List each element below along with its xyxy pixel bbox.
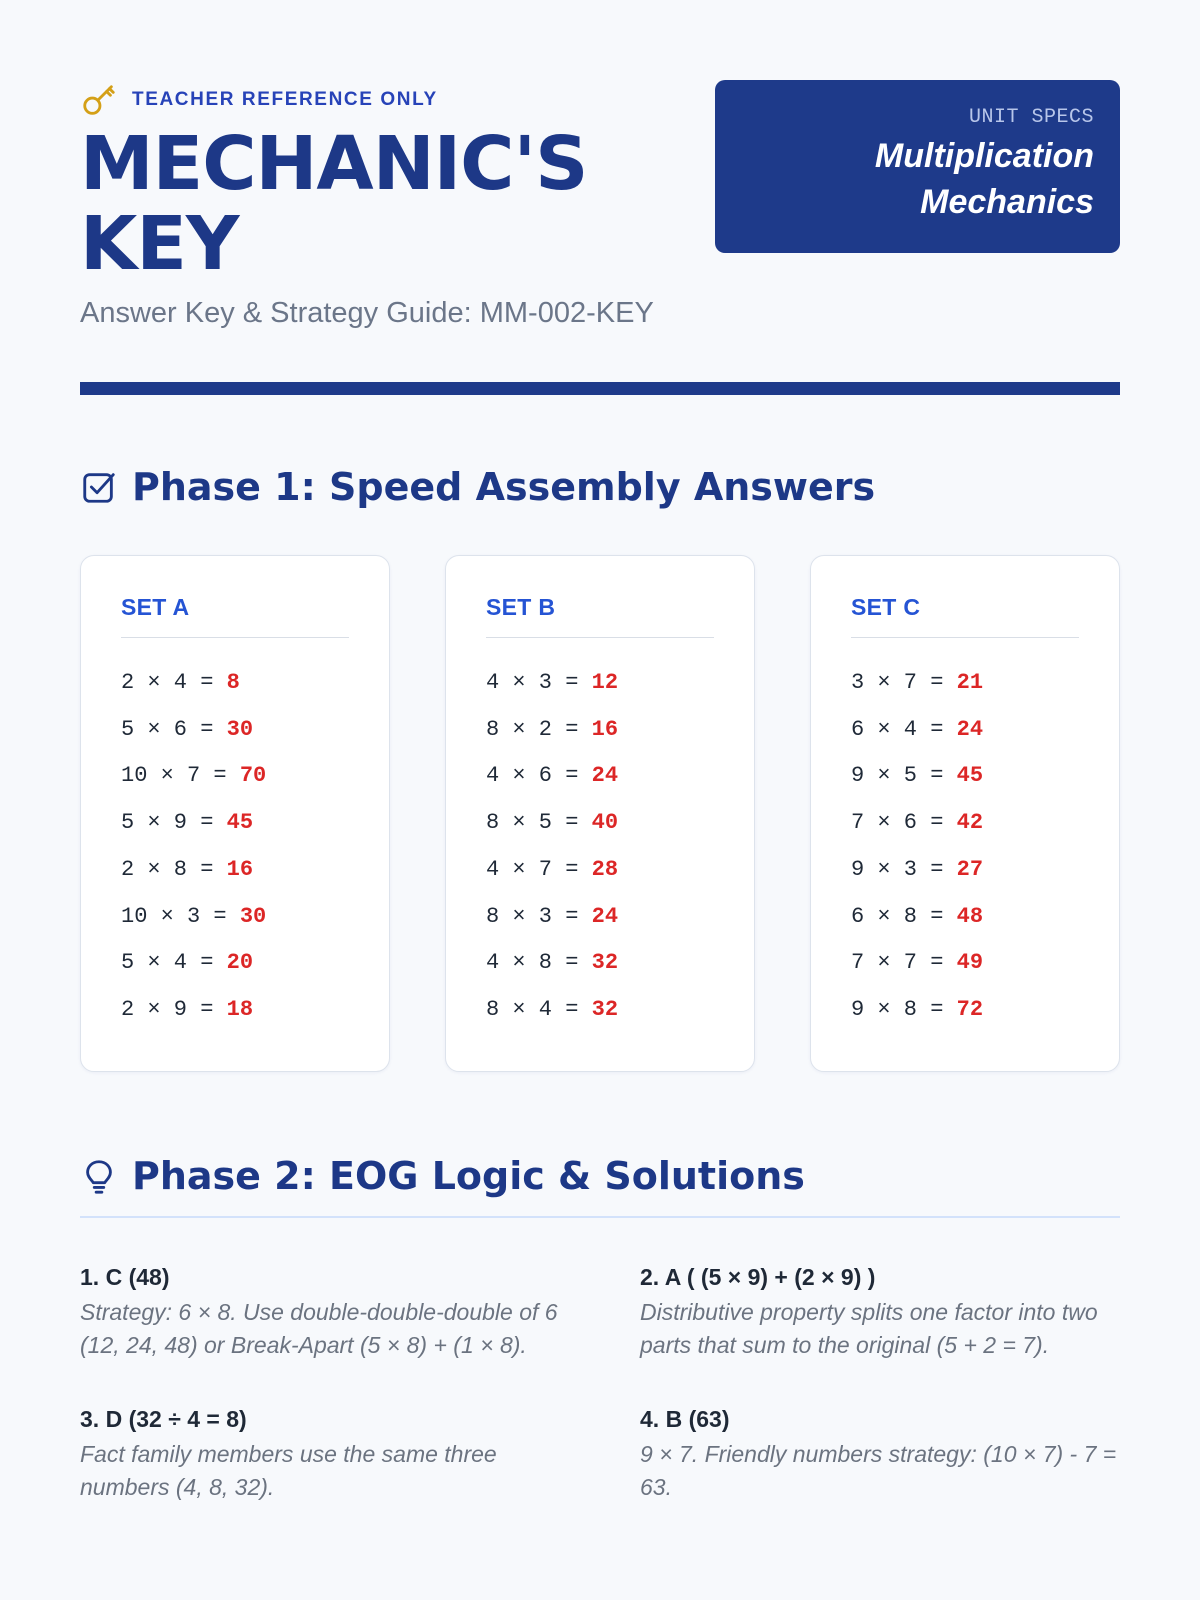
equation: 7 × 7 = 49 [851, 950, 984, 976]
equation: 8 × 2 = 16 [486, 716, 619, 742]
answer-sets [80, 555, 1120, 1072]
phase1-heading-text: Phase 1: Speed Assembly Answers [132, 465, 876, 509]
equation: 5 × 6 = 30 [121, 716, 254, 742]
eyebrow [80, 80, 680, 120]
solution-answer: 1. C (48) [80, 1264, 170, 1290]
equation-list [486, 660, 714, 1034]
equation: 2 × 9 = 18 [121, 996, 254, 1022]
equation: 8 × 4 = 32 [486, 996, 619, 1022]
unit-specs-value [735, 133, 1094, 225]
solution-answer: 4. B (63) [640, 1406, 730, 1432]
set-card-a [80, 555, 390, 1072]
unit-specs-line-1: Multiplication [874, 137, 1094, 175]
equation: 4 × 7 = 28 [486, 856, 619, 882]
equation: 6 × 4 = 24 [851, 716, 984, 742]
solution-item-2 [640, 1262, 1120, 1362]
set-title: SET C [851, 594, 1079, 638]
header [80, 80, 1120, 336]
solution-item-4 [640, 1404, 1120, 1504]
solution-strategy: Distributive property splits one factor into two parts that sum to the original (5 + 2 = 7). [640, 1299, 1098, 1358]
page-subtitle: Answer Key & Strategy Guide: MM-002-KEY [80, 297, 654, 329]
solution-answer: 2. A ( (5 × 9) + (2 × 9) ) [640, 1264, 876, 1290]
equation: 6 × 8 = 48 [851, 903, 984, 929]
equation-list [121, 660, 349, 1034]
phase2-divider [80, 1216, 1120, 1218]
eyebrow-label: TEACHER REFERENCE ONLY [132, 89, 438, 110]
unit-specs-line-2: Mechanics [920, 183, 1094, 221]
header-divider [80, 382, 1120, 395]
solution-strategy: Fact family members use the same three numbers (4, 8, 32). [80, 1441, 497, 1500]
solution-strategy: Strategy: 6 × 8. Use double-double-double of 6 (12, 24, 48) or Break-Apart (5 × 8) + (1 × 8). [80, 1299, 558, 1358]
header-left [80, 80, 680, 336]
page-title [80, 121, 680, 287]
equation: 2 × 4 = 8 [121, 670, 240, 695]
solutions-grid [80, 1262, 1120, 1504]
phase2-heading [80, 1154, 1120, 1198]
solution-strategy: 9 × 7. Friendly numbers strategy: (10 × 7) - 7 = 63. [640, 1441, 1117, 1500]
equation: 3 × 7 = 21 [851, 670, 984, 695]
unit-specs-label: UNIT SPECS [968, 106, 1094, 129]
solution-answer: 3. D (32 ÷ 4 = 8) [80, 1406, 247, 1432]
solution-item-3 [80, 1404, 560, 1504]
equation: 5 × 9 = 45 [121, 810, 254, 836]
lightbulb-icon [80, 1157, 118, 1195]
set-title: SET A [121, 594, 349, 638]
phase2-heading-text: Phase 2: EOG Logic & Solutions [132, 1154, 805, 1198]
equation: 8 × 5 = 40 [486, 810, 619, 836]
equation: 4 × 6 = 24 [486, 763, 619, 789]
key-icon [80, 81, 118, 119]
equation: 4 × 8 = 32 [486, 950, 619, 976]
solution-item-1 [80, 1262, 560, 1362]
equation: 10 × 3 = 30 [121, 903, 267, 929]
equation-list [851, 660, 1079, 1034]
equation: 9 × 5 = 45 [851, 763, 984, 789]
phase1-heading [80, 465, 1120, 509]
set-card-b [445, 555, 755, 1072]
set-card-c [810, 555, 1120, 1072]
equation: 5 × 4 = 20 [121, 950, 254, 976]
equation: 2 × 8 = 16 [121, 856, 254, 882]
equation: 7 × 6 = 42 [851, 810, 984, 836]
equation: 8 × 3 = 24 [486, 903, 619, 929]
title-line-2: KEY [80, 201, 239, 287]
unit-specs-box [715, 80, 1120, 253]
equation: 9 × 3 = 27 [851, 856, 984, 882]
set-title: SET B [486, 594, 714, 638]
equation: 10 × 7 = 70 [121, 763, 267, 789]
equation: 9 × 8 = 72 [851, 996, 984, 1022]
equation: 4 × 3 = 12 [486, 670, 619, 695]
title-line-1: MECHANIC'S [80, 121, 588, 207]
checkbox-icon [80, 468, 118, 506]
